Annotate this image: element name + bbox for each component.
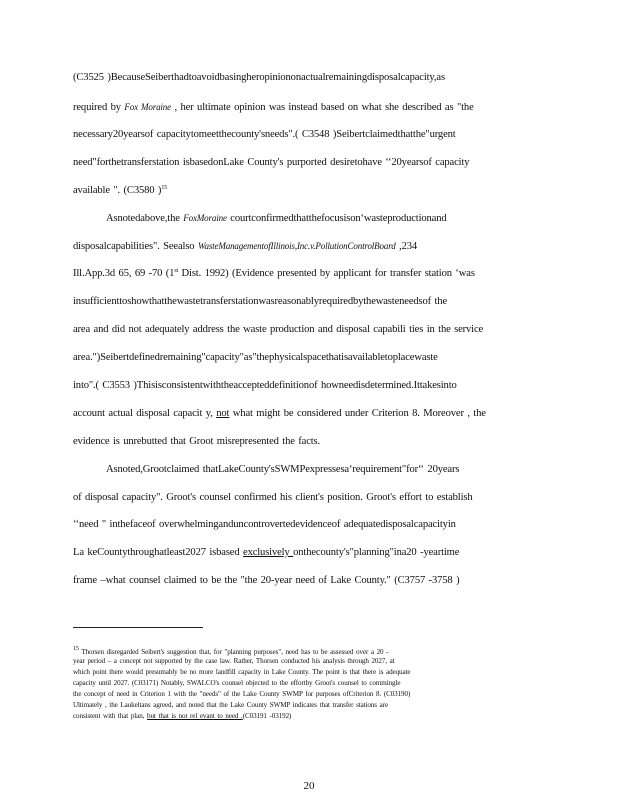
body-line bbox=[73, 241, 545, 252]
footnote-line bbox=[73, 701, 545, 709]
text-run: available ". (C3580 ) bbox=[73, 185, 162, 196]
footnote-reference: 15 bbox=[161, 185, 168, 191]
text-run: of disposal capacity". Groot's counsel confirmed his client's position. Groot's effort to establish bbox=[73, 492, 473, 503]
text-run: (C3525 )BecauseSeiberthadtoavoidbasingheropiniononactualremainingdisposalcapacity,as bbox=[73, 72, 445, 83]
case-name: WasteManagementofIllinois,Inc.v.PollutionControlBoard bbox=[197, 241, 396, 251]
body-line bbox=[106, 464, 546, 475]
body-line bbox=[73, 268, 545, 279]
text-run: required by bbox=[73, 102, 125, 113]
body-line bbox=[73, 547, 545, 558]
text-run: disposalcapabilities". Seealso bbox=[73, 241, 198, 252]
text-run: La keCountythroughatleast2027 isbased bbox=[73, 547, 244, 558]
text-run: evidence is unrebutted that Groot misrepresented the facts. bbox=[73, 436, 321, 447]
text-run: account actual disposal capacit y, bbox=[73, 408, 217, 419]
body-line bbox=[73, 380, 545, 391]
text-run: Asnoted,Grootclaimed thatLakeCounty'sSWMPexpressesa‘requirement"for‘‘ 20years bbox=[106, 464, 460, 475]
text-run: ,234 bbox=[395, 241, 418, 252]
footnote-line bbox=[73, 679, 545, 687]
ordinal-superscript: st bbox=[174, 268, 179, 274]
case-name: FoxMoraine bbox=[183, 213, 227, 223]
text-run: necessary20yearsof capacitytomeetthecounty'sneeds".( C3548 )Seibertclaimedthatthe"urgent bbox=[73, 129, 456, 140]
text-run: area.")Seibertdefinedremaining"capacity"as"thephysicalspacethatisavailabletoplacewaste bbox=[73, 352, 438, 363]
text-run: year period – a concept not supported by the case law. Rather, Thorsen conducted his analysis through 2027, at bbox=[73, 657, 395, 665]
body-line bbox=[73, 129, 545, 140]
text-run: onthecounty's"planning"ina20 -yeartime bbox=[293, 547, 460, 558]
text-run: Asnotedabove,the bbox=[106, 213, 184, 224]
text-run: courtconfirmedthatthefocusison‘wasteproductionand bbox=[226, 213, 447, 224]
body-line bbox=[73, 408, 545, 419]
text-run: Thorsen disregarded Seibert's suggestion that, for "planning purposes", need has to be assessed over a 20 - bbox=[78, 648, 389, 656]
footnote-line bbox=[73, 712, 545, 720]
footnote-separator bbox=[73, 627, 203, 628]
text-run: ‘‘need " inthefaceof overwhelminganduncontrovertedevidenceof adequatedisposalcapacityin bbox=[73, 519, 456, 530]
text-run: what might be considered under Criterion 8. Moreover , the bbox=[229, 408, 486, 419]
text-run: , her ultimate opinion was instead based on what she described as "the bbox=[170, 102, 474, 113]
footnote-line bbox=[73, 646, 545, 656]
footnote-line bbox=[73, 657, 545, 665]
text-run: need"forthetransferstation isbasedonLake County's purported desiretohave ‘‘20yearsof capacity bbox=[73, 157, 470, 168]
body-line bbox=[73, 575, 545, 586]
text-run: Ultimately , the Laukeltans agreed, and noted that the Lake County SWMP indicates that transfer stations are bbox=[73, 701, 389, 709]
body-line bbox=[73, 324, 545, 335]
text-run: the concept of need in Criterion 1 with the "needs" of the Lake County SWMP for purposes ofCriterion 8. (C03190) bbox=[73, 690, 411, 698]
body-line bbox=[73, 492, 545, 503]
text-run: capacity until 2027. (C03171) Notably, SWALCO's counsel objected to the effortby Groot's counsel to commingle bbox=[73, 679, 401, 687]
case-name: Fox Moraine bbox=[124, 102, 171, 112]
footnote-line bbox=[73, 690, 545, 698]
body-line bbox=[73, 436, 545, 447]
body-line bbox=[73, 519, 545, 530]
text-run: Ill.App.3d 65, 69 -70 (1 bbox=[73, 268, 175, 279]
text-run: consistent with that plan, bbox=[73, 712, 148, 720]
text-run: into".( C3553 )Thisisconsistentwiththeaccepteddefinitionof howneedisdetermined.Ittakesinto bbox=[73, 380, 457, 391]
text-run: area and did not adequately address the waste production and disposal capabili ties in the service bbox=[73, 324, 484, 335]
body-line bbox=[73, 102, 545, 113]
body-line bbox=[73, 157, 545, 168]
body-line bbox=[73, 352, 545, 363]
body-line bbox=[73, 185, 545, 196]
body-line bbox=[73, 296, 545, 307]
footnote-marker: 15 bbox=[73, 646, 79, 652]
body-line bbox=[73, 72, 545, 83]
text-run: Dist. 1992) (Evidence presented by applicant for transfer station ‘was bbox=[178, 268, 475, 279]
text-run: which point there would presumably be no more landfill capacity in Lake County. The point is that there is adequate bbox=[73, 668, 411, 676]
text-run: frame –what counsel claimed to be the "the 20-year need of Lake County." (C3757 -3758 ) bbox=[73, 575, 460, 586]
underlined-text: exclusively bbox=[243, 547, 294, 558]
text-run: (C03191 -03192) bbox=[242, 712, 292, 720]
footnote-line bbox=[73, 668, 545, 676]
underlined-text: but that is not rel evant to need . bbox=[147, 712, 243, 720]
text-run: insufficienttoshowthatthewastetransferstationwasreasonablyrequiredbythewasteneedsof the bbox=[73, 296, 448, 307]
body-line bbox=[106, 213, 546, 224]
underlined-text: not bbox=[216, 408, 230, 419]
page-number: 20 bbox=[303, 780, 315, 792]
